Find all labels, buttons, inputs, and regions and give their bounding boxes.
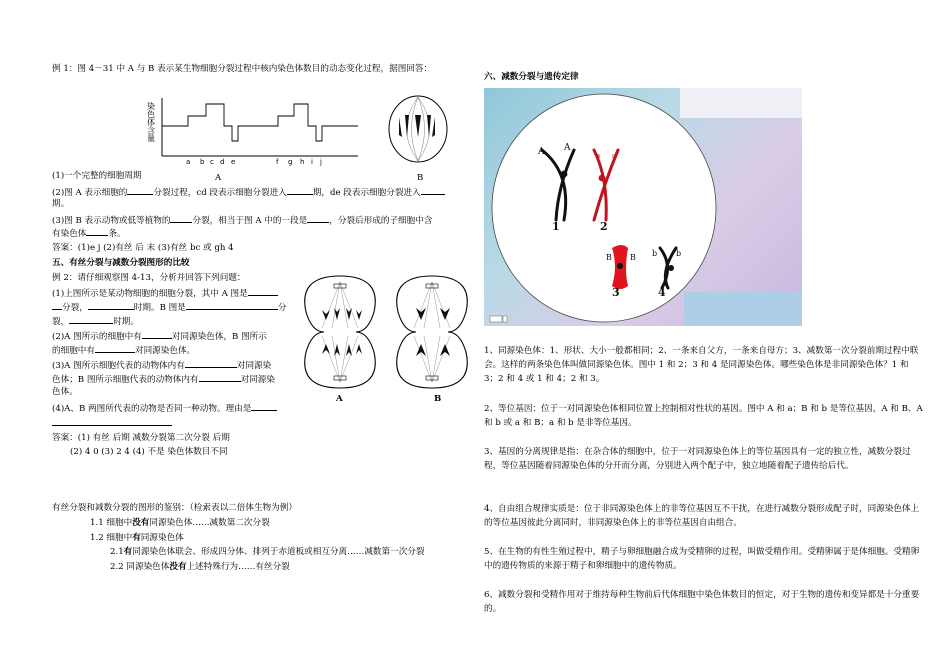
diagram-label-a2: a [612, 152, 617, 160]
cell-b-label: B [417, 173, 424, 183]
diagram-label-B2: B [630, 253, 636, 262]
graph-tick-e: e [231, 158, 236, 166]
graph-tick-b: b [200, 158, 205, 166]
diagram-label-b2: b [676, 249, 682, 258]
slide-control-icon [490, 316, 507, 322]
ex2-q1: (1)上图所示是某动物细胞的细胞分裂，其中 A 图是 [52, 286, 278, 300]
ex1-q3: (3)图 B 表示动物或低等植物的 分裂，相当于图 A 中的一段是 ，分裂后形成的子细胞中含 [52, 213, 432, 227]
diagram-label-b1: b [652, 249, 658, 258]
ex1-q2: (2)图 A 表示细胞的 分裂过程，cd 段表示细胞分裂进入 期，de 段表示细胞分裂进入 [52, 185, 445, 199]
diagram-label-A2: A [564, 143, 571, 153]
graph-tick-f: f [276, 158, 279, 166]
cell-b-figure [385, 93, 451, 165]
diagram-label-a1: a [596, 152, 601, 160]
ident-item-1-1: 1.1 细胞中没有同源染色体……减数第二次分裂 [90, 518, 270, 528]
cells-ab-figure [302, 270, 478, 400]
graph-tick-d: d [220, 158, 225, 166]
ex2-q1-line3: 裂， 时期。 [52, 314, 139, 328]
ex2-q3-line3: 色体。 [52, 387, 78, 397]
graph-label-a: A [215, 173, 222, 183]
paragraph-3: 3、基因的分离规律是指：在杂合体的细胞中，位于一对同源染色体上的等位基因具有一定的独立性，减数分裂过程，等位基因随着同源染色体的分开而分离，分别进入两个配子中，独立地随着配子遗传给后代。 [484, 447, 911, 471]
ex1-q1: (1)一个完整的细胞周期 [52, 171, 142, 181]
ex2-q2: (2)A 图所示的细胞中有 对同源染色体，B 图所示 [52, 329, 267, 343]
ident-item-1-2: 1.2 细胞中有同源染色体 [90, 533, 184, 543]
paragraph-5: 5、在生物的有性生殖过程中，精子与卵细胞融合成为受精卵的过程，叫做受精作用。受精卵属于是体细胞。受精卵中的遗传物质的来源于精子和卵细胞中的遗传物质。 [484, 547, 920, 571]
graph-ylabel: 染色体含量 [146, 102, 156, 142]
diagram-label-1: 1 [552, 220, 560, 233]
ex1-answer: 答案：(1)e j (2)有丝 后 末 (3)有丝 bc 或 gh 4 [52, 243, 234, 253]
ex2-q3-line2: 色体；B 图所示细胞代表的动物体内有 对同源染 [52, 372, 275, 386]
diagram-label-B1: B [606, 253, 612, 262]
ex2-q4: (4)A、B 两图所代表的动物是否同一种动物。理由是 [52, 401, 277, 415]
graph-tick-i: i [311, 158, 313, 166]
paragraph-6: 6、减数分裂和受精作用对于维持每种生物前后代体细胞中染色体数目的恒定，对于生物的遗传和变异都是十分重要的。 [484, 590, 920, 614]
ex2-q1-line2: 分裂， 时期。B 图是 分 [52, 300, 286, 314]
ident-item-2-1: 2.1有同源染色体联会、形成四分体、排列于赤道板或相互分离……减数第一次分裂 [110, 547, 425, 557]
graph-tick-j: j [320, 158, 322, 166]
diagram-label-4: 4 [658, 286, 666, 299]
diagram-label-3: 3 [612, 286, 620, 299]
graph-tick-a: a [186, 158, 191, 166]
ex2-answer-2: (2) 4 0 (3) 2 4 (4) 不是 染色体数目不同 [70, 447, 228, 457]
example1-title: 例 1：图 4－31 中 A 与 B 表示某生物细胞分裂过程中核内染色体数目的动态变化过程，据图回答： [52, 64, 433, 74]
paragraph-1: 1、同源染色体：1、形状、大小一般都相同；2、一条来自父方，一条来自母方；3、减数第一次分裂前期过程中联会。这样的两条染色体叫做同源染色体。图中 1 和 2；3 和 4 是同源染色体。哪些染色体是非同源染色体？1 和 3；2 和 4 或 1 和 4；2 和 3。 [484, 346, 919, 384]
graph-tick-g: g [288, 158, 293, 166]
diagram-label-2: 2 [600, 220, 608, 233]
chromosome-diagram-svg [484, 88, 802, 326]
cells-label-b: B [434, 394, 442, 404]
cells-label-a: A [336, 394, 343, 404]
ex2-q2-line2: 的细胞中有 对同源染色体。 [52, 343, 195, 357]
chromosome-graph [148, 96, 363, 166]
example2-title: 例 2：请仔细观察图 4-13，分析并回答下列问题： [52, 273, 246, 283]
ident-item-2-2: 2.2 同源染色体没有上述特殊行为……有丝分裂 [110, 562, 290, 572]
ex1-q3-end: 有染色体 条。 [52, 226, 126, 240]
section5-title: 五、有丝分裂与减数分裂图形的比较 [52, 258, 190, 268]
ex1-q2-end: 期。 [52, 199, 70, 209]
ex2-answer-1: 答案：(1) 有丝 后期 减数分裂第二次分裂 后期 [52, 433, 230, 443]
graph-tick-h: h [300, 158, 305, 166]
ex2-q4-blank [52, 425, 172, 426]
paragraph-4: 4、自由组合规律实质是：位于非同源染色体上的非等位基因互不干扰，在进行减数分裂形成配子时，同源染色体上的等位基因彼此分离同时，非同源染色体上的非等位基因自由组合。 [484, 504, 920, 528]
genetics-diagram [484, 88, 802, 326]
section6-title: 六、减数分裂与遗传定律 [484, 72, 579, 82]
identification-title: 有丝分裂和减数分裂的图形的鉴别：（检索表以二倍体生物为例） [52, 503, 297, 513]
graph-tick-c: c [210, 158, 214, 166]
diagram-label-A1: A [538, 147, 545, 157]
ex2-q3: (3)A 图所示细胞代表的动物体内有 对同源染 [52, 358, 271, 372]
paragraph-2: 2、等位基因：位于一对同源染色体相同位置上控制相对性状的基因。图中 A 和 a；B 和 b 是等位基因，A 和 B、A 和 b 或 a 和 B；a 和 b 是非等位基因。 [484, 404, 923, 428]
